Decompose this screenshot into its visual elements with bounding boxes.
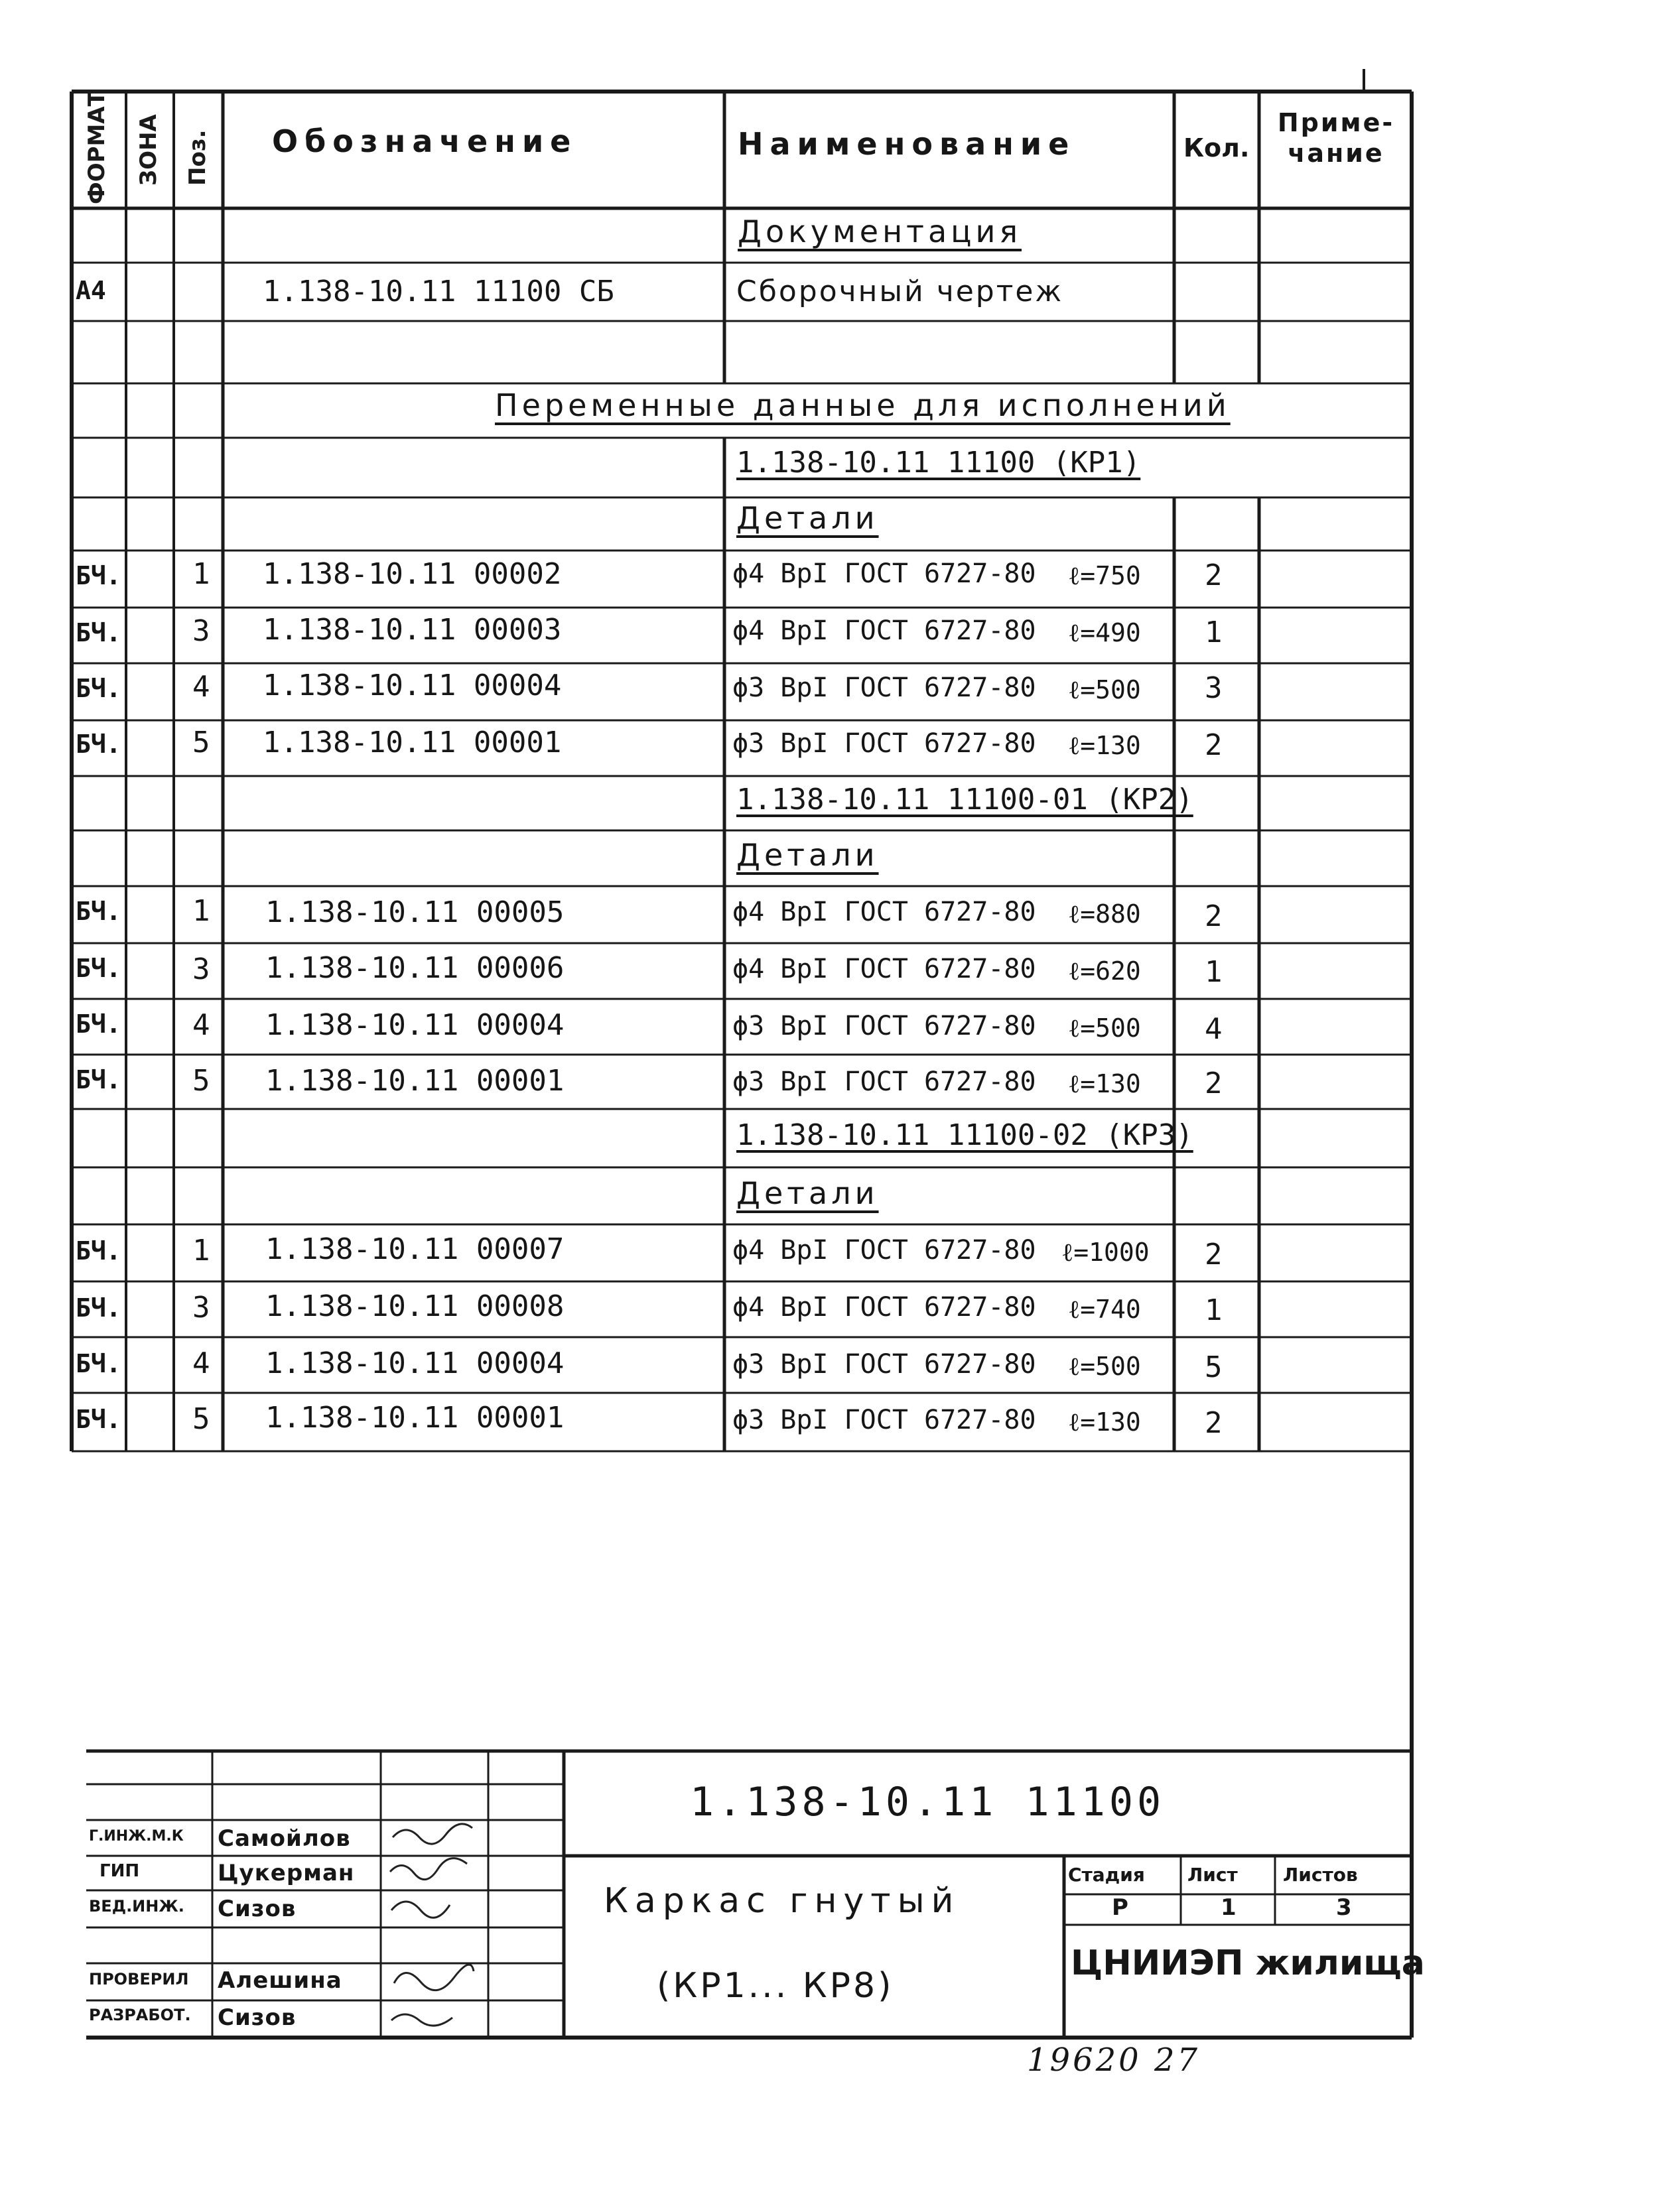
details-label: Детали bbox=[736, 1175, 879, 1211]
row-name: ϕ3 ВрI ГОСТ 6727-80 bbox=[732, 673, 1036, 703]
row-position: 3 bbox=[192, 1291, 210, 1325]
sheets-label: Листов bbox=[1283, 1864, 1358, 1886]
details-label: Детали bbox=[736, 837, 879, 873]
header-name: Наименование bbox=[738, 126, 1076, 162]
row-format: БЧ. bbox=[76, 1405, 121, 1434]
row-name: ϕ3 ВрI ГОСТ 6727-80 bbox=[732, 1011, 1036, 1041]
row-designation: 1.138-10.11 00001 bbox=[263, 726, 562, 759]
row-length: ℓ=750 bbox=[1068, 561, 1141, 590]
header-zone: ЗОНА bbox=[135, 114, 162, 186]
row-quantity: 3 bbox=[1205, 671, 1223, 705]
row-designation: 1.138-10.11 00004 bbox=[265, 1008, 565, 1042]
row-position: 4 bbox=[192, 1346, 210, 1380]
staff-name: Алешина bbox=[218, 1967, 342, 1994]
header-format: ФОРМАТ bbox=[84, 91, 110, 204]
documentation-designation: 1.138-10.11 11100 СБ bbox=[263, 275, 614, 308]
header-quantity: Кол. bbox=[1183, 133, 1250, 163]
row-quantity: 2 bbox=[1205, 558, 1223, 592]
sheet-label: Лист bbox=[1187, 1864, 1238, 1886]
row-length: ℓ=500 bbox=[1068, 1352, 1141, 1381]
row-format: БЧ. bbox=[76, 897, 121, 926]
row-name: ϕ4 ВрI ГОСТ 6727-80 bbox=[732, 616, 1036, 646]
staff-name: Сизов bbox=[218, 1896, 297, 1922]
variant-title: 1.138-10.11 11100 (КР1) bbox=[736, 446, 1141, 480]
organization: ЦНИИЭП жилища bbox=[1071, 1943, 1425, 1983]
row-quantity: 1 bbox=[1205, 955, 1223, 989]
row-length: ℓ=880 bbox=[1068, 899, 1141, 929]
row-length: ℓ=1000 bbox=[1061, 1238, 1150, 1267]
archive-stamp: 19620 27 bbox=[1027, 2042, 1201, 2079]
row-quantity: 4 bbox=[1205, 1012, 1223, 1046]
row-length: ℓ=490 bbox=[1068, 618, 1141, 647]
row-length: ℓ=130 bbox=[1068, 1407, 1141, 1437]
row-name: ϕ3 ВрI ГОСТ 6727-80 bbox=[732, 1349, 1036, 1380]
row-format: БЧ. bbox=[76, 1065, 121, 1094]
row-designation: 1.138-10.11 00001 bbox=[265, 1401, 565, 1435]
row-position: 5 bbox=[192, 1402, 210, 1436]
row-length: ℓ=620 bbox=[1068, 956, 1141, 986]
row-length: ℓ=500 bbox=[1068, 1013, 1141, 1043]
details-label: Детали bbox=[736, 500, 879, 536]
staff-role: РАЗРАБОТ. bbox=[89, 2006, 191, 2024]
header-position: Поз. bbox=[184, 129, 211, 186]
stage-value: Р bbox=[1112, 1894, 1129, 1921]
documentation-title: Документация bbox=[738, 214, 1022, 249]
row-format: БЧ. bbox=[76, 561, 121, 590]
staff-name: Самойлов bbox=[218, 1825, 351, 1852]
sheet-value: 1 bbox=[1221, 1894, 1237, 1921]
document-number: 1.138-10.11 11100 bbox=[690, 1779, 1166, 1825]
row-format: БЧ. bbox=[76, 1009, 121, 1039]
row-quantity: 1 bbox=[1205, 616, 1223, 649]
documentation-format: А4 bbox=[76, 276, 106, 305]
row-position: 5 bbox=[192, 726, 210, 759]
row-format: БЧ. bbox=[76, 954, 121, 983]
staff-name: Сизов bbox=[218, 2004, 297, 2031]
row-name: ϕ4 ВрI ГОСТ 6727-80 bbox=[732, 897, 1036, 927]
row-name: ϕ3 ВрI ГОСТ 6727-80 bbox=[732, 1067, 1036, 1097]
row-designation: 1.138-10.11 00004 bbox=[263, 669, 562, 702]
staff-role: Г.ИНЖ.М.К bbox=[89, 1828, 184, 1845]
row-quantity: 2 bbox=[1205, 1406, 1223, 1440]
row-length: ℓ=740 bbox=[1068, 1295, 1141, 1324]
variant-title: 1.138-10.11 11100-02 (КР3) bbox=[736, 1118, 1193, 1152]
row-format: БЧ. bbox=[76, 1236, 121, 1266]
row-name: ϕ4 ВрI ГОСТ 6727-80 bbox=[732, 954, 1036, 984]
row-designation: 1.138-10.11 00008 bbox=[265, 1289, 565, 1323]
row-name: ϕ4 ВрI ГОСТ 6727-80 bbox=[732, 1292, 1036, 1323]
row-format: БЧ. bbox=[76, 1293, 121, 1323]
row-position: 1 bbox=[192, 557, 210, 591]
row-designation: 1.138-10.11 00002 bbox=[263, 557, 562, 591]
row-position: 3 bbox=[192, 952, 210, 986]
staff-role: ПРОВЕРИЛ bbox=[89, 1970, 189, 1988]
sheets-value: 3 bbox=[1336, 1894, 1353, 1921]
document-subtitle: (КР1... КР8) bbox=[657, 1966, 894, 2006]
staff-name: Цукерман bbox=[218, 1860, 355, 1886]
row-format: БЧ. bbox=[76, 618, 121, 647]
row-position: 1 bbox=[192, 1234, 210, 1268]
row-format: БЧ. bbox=[76, 674, 121, 703]
documentation-name: Сборочный чертеж bbox=[736, 275, 1064, 308]
row-position: 4 bbox=[192, 670, 210, 704]
row-name: ϕ4 ВрI ГОСТ 6727-80 bbox=[732, 558, 1036, 589]
staff-role: ВЕД.ИНЖ. bbox=[89, 1897, 184, 1916]
row-length: ℓ=500 bbox=[1068, 675, 1141, 704]
row-position: 1 bbox=[192, 894, 210, 928]
stage-label: Стадия bbox=[1068, 1864, 1145, 1886]
row-designation: 1.138-10.11 00003 bbox=[263, 613, 562, 647]
row-quantity: 2 bbox=[1205, 899, 1223, 933]
row-name: ϕ3 ВрI ГОСТ 6727-80 bbox=[732, 728, 1036, 759]
row-format: БЧ. bbox=[76, 1349, 121, 1378]
row-quantity: 2 bbox=[1205, 1238, 1223, 1271]
row-designation: 1.138-10.11 00004 bbox=[265, 1346, 565, 1380]
row-position: 3 bbox=[192, 614, 210, 648]
variable-data-title: Переменные данные для исполнений bbox=[495, 387, 1231, 423]
variant-title: 1.138-10.11 11100-01 (КР2) bbox=[736, 783, 1193, 816]
row-length: ℓ=130 bbox=[1068, 731, 1141, 760]
header-designation: Обозначение bbox=[272, 123, 578, 159]
row-designation: 1.138-10.11 00001 bbox=[265, 1064, 565, 1098]
row-format: БЧ. bbox=[76, 730, 121, 759]
row-position: 4 bbox=[192, 1008, 210, 1042]
row-position: 5 bbox=[192, 1064, 210, 1098]
row-quantity: 5 bbox=[1205, 1350, 1223, 1384]
row-name: ϕ4 ВрI ГОСТ 6727-80 bbox=[732, 1235, 1036, 1266]
row-length: ℓ=130 bbox=[1068, 1069, 1141, 1098]
document-title: Каркас гнутый bbox=[604, 1881, 961, 1921]
row-designation: 1.138-10.11 00007 bbox=[265, 1232, 565, 1266]
row-designation: 1.138-10.11 00005 bbox=[265, 895, 565, 929]
row-name: ϕ3 ВрI ГОСТ 6727-80 bbox=[732, 1405, 1036, 1435]
row-designation: 1.138-10.11 00006 bbox=[265, 951, 565, 985]
staff-role: ГИП bbox=[100, 1861, 140, 1881]
header-note: Приме- чание bbox=[1277, 108, 1395, 168]
row-quantity: 1 bbox=[1205, 1293, 1223, 1327]
row-quantity: 2 bbox=[1205, 1067, 1223, 1100]
row-quantity: 2 bbox=[1205, 728, 1223, 762]
